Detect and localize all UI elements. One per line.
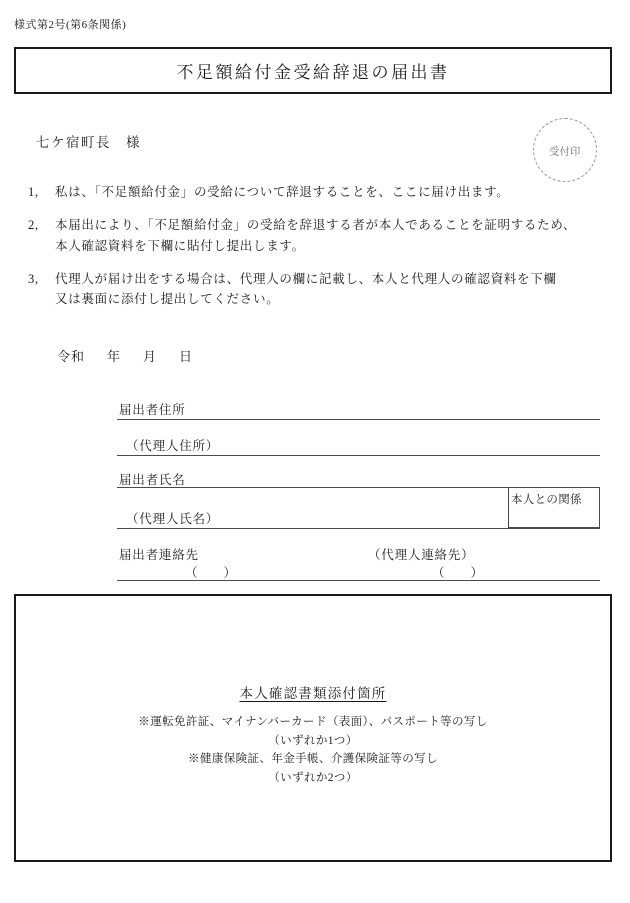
agent-contact-label: （代理人連絡先） <box>368 548 475 562</box>
agent-address-rule[interactable] <box>117 455 600 456</box>
clause-item <box>25 269 605 310</box>
clause-number: 2, <box>28 218 39 233</box>
clause-item <box>25 182 605 202</box>
date-day-label: 日 <box>179 349 194 364</box>
clause-item <box>25 215 605 256</box>
relationship-box[interactable] <box>508 487 600 528</box>
clause-line: 又は裏面に添付し提出してください。 <box>55 292 280 306</box>
paren-close: ） <box>470 566 484 580</box>
clause-body <box>55 215 605 256</box>
applicant-address-rule[interactable] <box>117 419 600 420</box>
agent-name-label: （代理人氏名） <box>126 512 220 526</box>
clause-line: 代理人が届け出をする場合は、代理人の欄に記載し、本人と代理人の確認資料を下欄 <box>55 271 557 286</box>
date-era-label: 令和 <box>57 349 86 364</box>
receipt-seal-label: 受付印 <box>549 146 581 158</box>
clause-body <box>55 182 605 202</box>
applicant-contact-label: 届出者連絡先 <box>119 548 199 562</box>
form-number: 様式第2号(第6条関係) <box>14 19 127 31</box>
contact-rule[interactable] <box>117 580 600 581</box>
attachment-note: ※健康保険証、年金手帳、介護保険証等の写し <box>188 753 438 766</box>
paren-close: ） <box>223 566 237 580</box>
title-box <box>14 47 612 94</box>
page-title: 不足額給付金受給辞退の届出書 <box>176 63 450 82</box>
clause-number: 3, <box>28 271 39 286</box>
applicant-phone-parens[interactable] <box>185 563 236 581</box>
agent-name-rule[interactable] <box>117 528 600 529</box>
attachment-note: （いずれか1つ） <box>268 734 358 747</box>
date-line <box>57 346 193 365</box>
date-month-label: 月 <box>143 349 158 364</box>
date-year-label: 年 <box>107 349 122 364</box>
paren-open: （ <box>185 566 198 580</box>
applicant-name-label: 届出者氏名 <box>119 473 186 487</box>
paren-open: （ <box>432 566 445 580</box>
clause-list <box>25 182 605 322</box>
identity-document-attachment-box[interactable] <box>14 594 612 862</box>
attachment-instructions <box>16 682 610 788</box>
agent-address-label: （代理人住所） <box>126 439 220 453</box>
attachment-note: ※運転免許証、マイナンバーカード（表面）、パスポート等の写し <box>138 716 488 728</box>
agent-phone-parens[interactable] <box>432 563 483 581</box>
attachment-title: 本人確認書類添付箇所 <box>239 686 387 701</box>
receipt-seal-circle <box>533 118 597 182</box>
clause-line: 本届出により、「不足額給付金」の受給を辞退する者が本人であることを証明するため、 <box>55 218 577 233</box>
relationship-label: 本人との関係 <box>511 494 582 506</box>
addressee-line: 七ケ宿町長 様 <box>36 135 141 150</box>
clause-number: 1, <box>28 185 39 199</box>
clause-line: 私は、「不足額給付金」の受給について辞退することを、ここに届け出ます。 <box>55 185 510 199</box>
applicant-name-rule[interactable] <box>117 487 600 488</box>
clause-line: 本人確認資料を下欄に貼付し提出します。 <box>55 238 305 253</box>
attachment-note: （いずれか2つ） <box>268 771 358 784</box>
applicant-address-label: 届出者住所 <box>119 403 186 417</box>
clause-body <box>55 269 605 310</box>
